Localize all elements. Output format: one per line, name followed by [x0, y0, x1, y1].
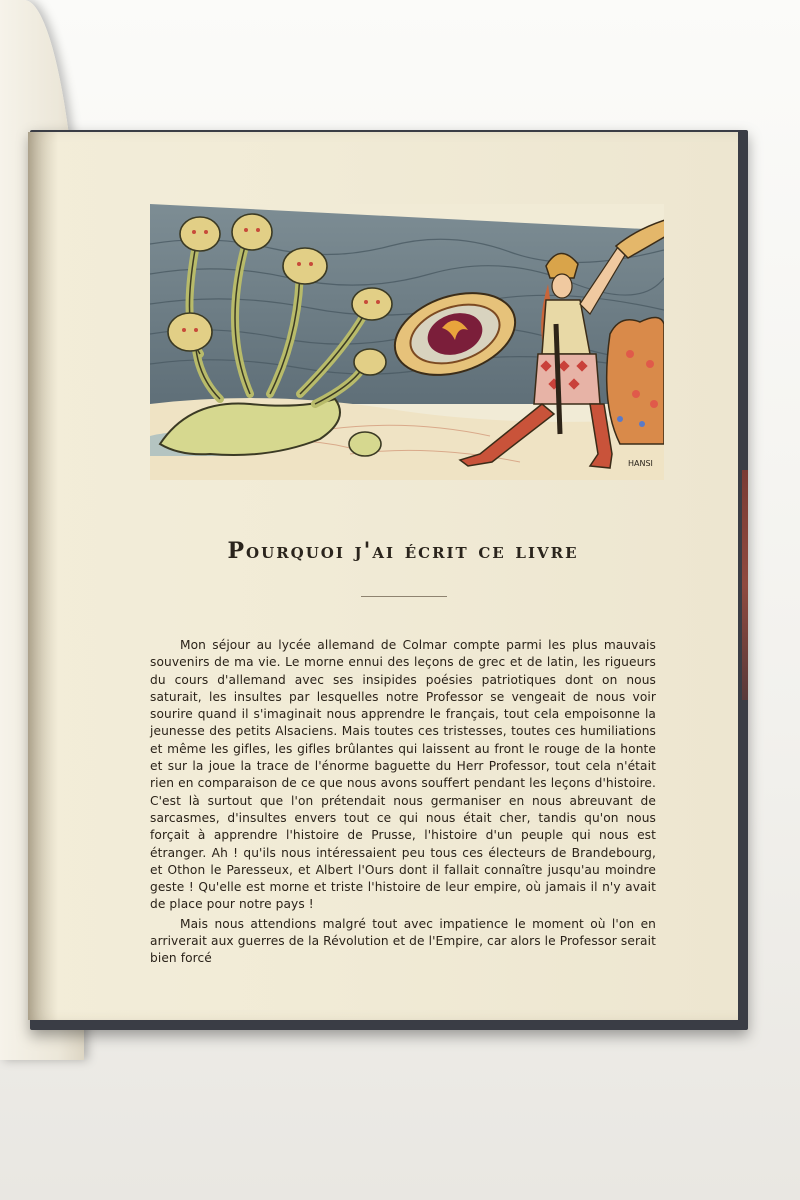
- artist-signature: HANSI: [628, 459, 653, 468]
- chapter-title: Pourquoi j'ai écrit ce livre: [227, 538, 579, 564]
- paragraph: Mais nous attendions malgré tout avec impatience le moment où l'on en arriverait aux guerres de la Révolution et de l'Empire, car alors le Professor serait bien forcé: [150, 916, 656, 966]
- hydra-knight-drawing: [150, 204, 664, 480]
- chapter-body: [150, 637, 656, 968]
- gutter-shadow: [28, 132, 58, 1020]
- paragraph: Mon séjour au lycée allemand de Colmar compte parmi les plus mauvais souvenirs de ma vie. Le morne ennui des leçons de grec et de latin, les rigueurs du cours d'allemand avec ses insipides poésies patriotiques dont on nous saturait, les insultes par lesquelles notre Professor se vengeait de nous voir sourire quand il s'imaginait nous apprendre le français, tout cela empoisonne la jeunesse des petits Alsaciens. Mais toutes ces tristesses, toutes ces humiliations et même les gifles, les gifles brûlantes qui laissent au front le rouge de la honte et sur la joue la trace de l'énorme baguette du Herr Professor, tout cela n'était rien en comparaison de ce que nous avons souffert pendant les leçons d'histoire. C'est là surtout que l'on prétendait nous germaniser en nous abreuvant de sarcasmes, d'insultes envers tout ce qui nous était cher, tandis qu'on nous forçait à apprendre l'histoire de Prusse, l'histoire d'un peuple qui nous est étranger. Ah ! qu'ils nous intéressaient peu tous ces électeurs de Brandebourg, et Othon le Paresseux, et Albert l'Ours dont il fallait connaître jusqu'au moindre geste ! Qu'elle est morne et triste l'histoire de leur empire, où jamais il n'y avait de place pour notre pays !: [150, 638, 656, 912]
- title-divider: [361, 596, 447, 597]
- cover-edge: [742, 470, 748, 700]
- chapter-illustration: [150, 204, 664, 480]
- flower-thicket: [607, 317, 664, 444]
